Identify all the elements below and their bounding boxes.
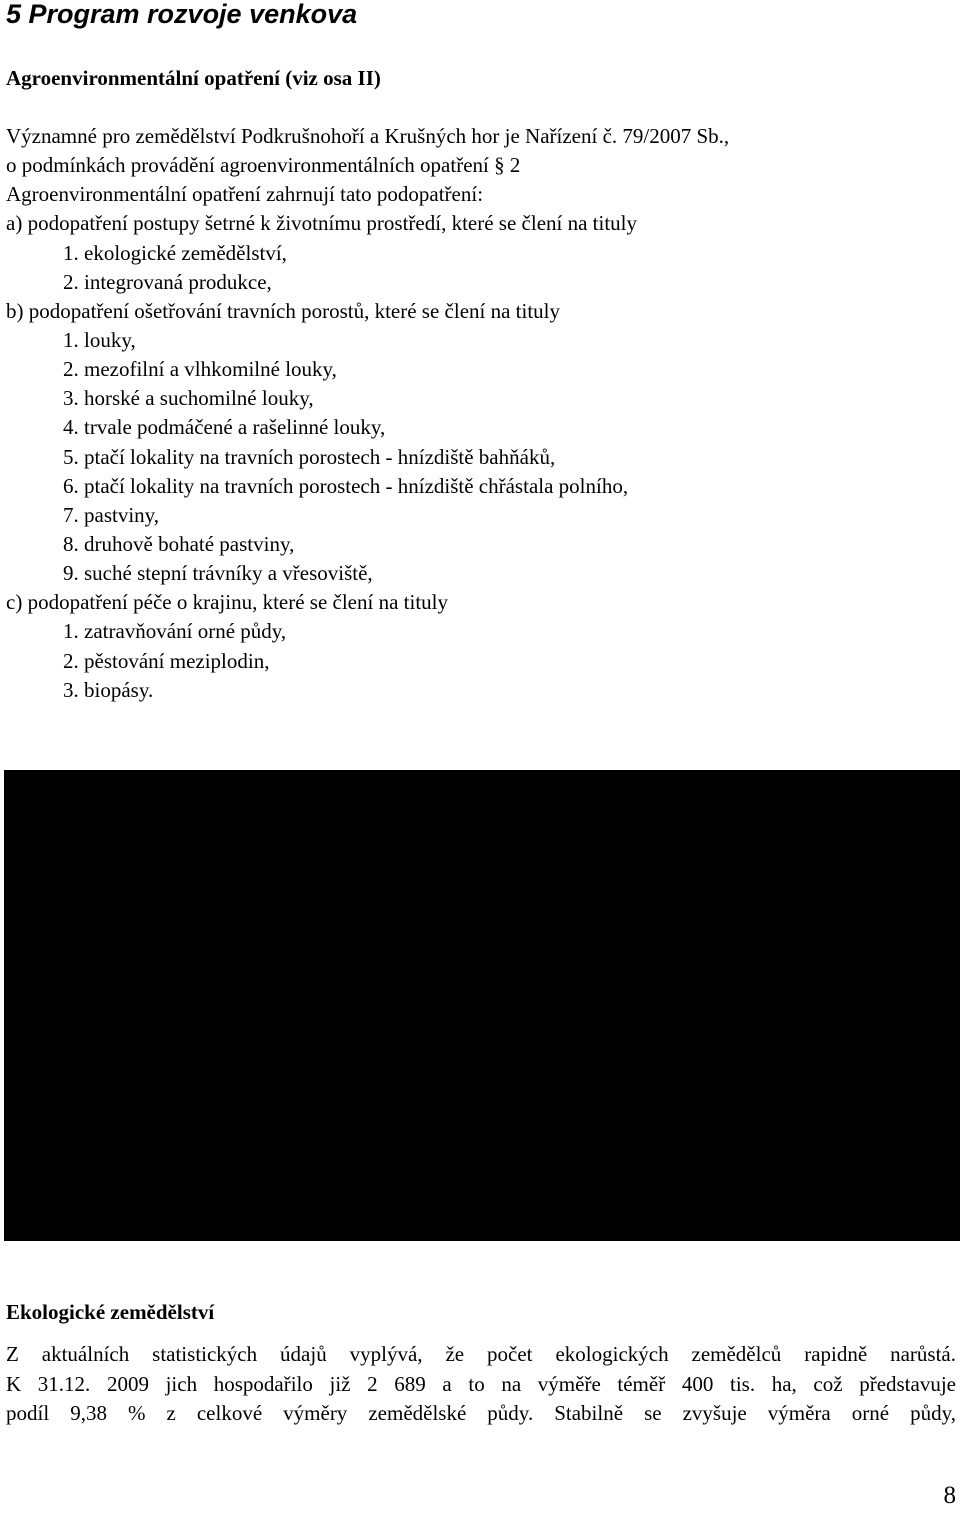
list-item: 9. suché stepní trávníky a vřesoviště, <box>63 561 373 586</box>
list-item: 1. zatravňování orné půdy, <box>63 619 287 644</box>
section-subheading: Agroenvironmentální opatření (viz osa II) <box>6 66 381 90</box>
chapter-heading: 5 Program rozvoje venkova <box>6 0 358 29</box>
section-title: Ekologické zemědělství <box>6 1300 215 1324</box>
list-item: 5. ptačí lokality na travních porostech - hnízdiště bahňáků, <box>63 444 556 469</box>
list-item: 7. pastviny, <box>63 502 160 527</box>
list-item: 8. druhově bohaté pastviny, <box>63 531 295 556</box>
list-item: 3. horské a suchomilné louky, <box>63 386 314 411</box>
list-item: 1. louky, <box>63 327 136 352</box>
list-item: 4. trvale podmáčené a rašelinné louky, <box>63 415 386 440</box>
intro-line: Agroenvironmentální opatření zahrnují tato podopatření: <box>6 182 484 207</box>
paragraph-line: K 31.12. 2009 jich hospodařilo již 2 689 a to na výměře téměř 400 tis. ha, což představuje <box>6 1371 956 1396</box>
blacked-out-image <box>4 770 960 1241</box>
list-item: 1. ekologické zemědělství, <box>63 240 287 265</box>
list-item: 2. integrovaná produkce, <box>63 269 272 294</box>
submeasure-b-heading: b) podopatření ošetřování travních porostů, které se člení na tituly <box>6 298 561 323</box>
page-number: 8 <box>943 1482 956 1509</box>
measures-text <box>6 122 956 705</box>
paragraph-line: podíl 9,38 % z celkové výměry zemědělské půdy. Stabilně se zvyšuje výměra orné půdy, <box>6 1401 956 1425</box>
list-item: 6. ptačí lokality na travních porostech - hnízdiště chřástala polního, <box>63 473 629 498</box>
list-item: 2. mezofilní a vlhkomilné louky, <box>63 357 337 382</box>
paragraph-line: Z aktuálních statistických údajů vyplývá, že počet ekologických zemědělců rapidně narůstá. <box>6 1342 956 1366</box>
intro-line: o podmínkách provádění agroenvironmentálních opatření § 2 <box>6 153 521 178</box>
submeasure-c-heading: c) podopatření péče o krajinu, které se člení na tituly <box>6 590 448 615</box>
submeasure-a-heading: a) podopatření postupy šetrné k životnímu prostředí, které se člení na tituly <box>6 211 638 236</box>
body-paragraph <box>6 1340 956 1429</box>
list-item: 2. pěstování meziplodin, <box>63 648 270 673</box>
list-item: 3. biopásy. <box>63 677 154 702</box>
intro-line: Významné pro zemědělství Podkrušnohoří a Krušných hor je Nařízení č. 79/2007 Sb., <box>6 124 730 148</box>
